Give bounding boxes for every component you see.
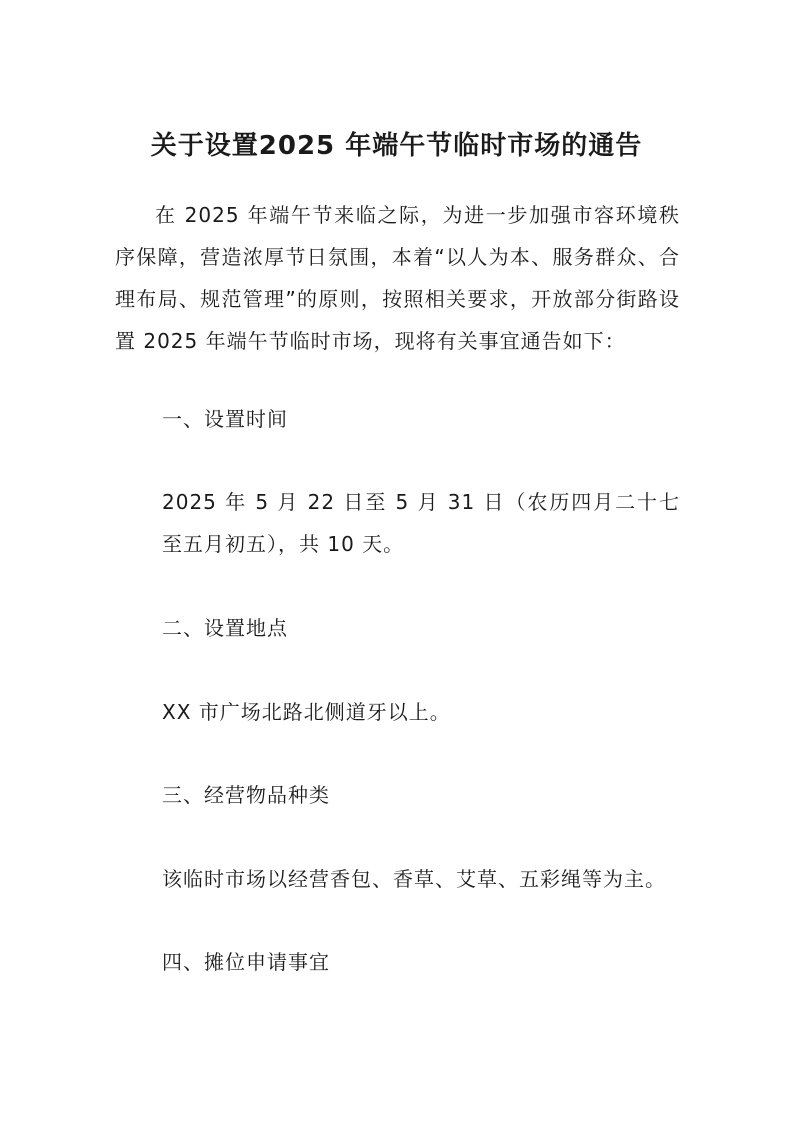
section-body-time-text: 2025 年 5 月 22 日至 5 月 31 日（农历四月二十七至五月初五），共 10 天。 <box>162 490 680 556</box>
section-heading-goods: 三、经营物品种类 <box>162 783 330 807</box>
intro-paragraph: 在 2025 年端午节来临之际，为进一步加强市容环境秩序保障，营造浓厚节日氛围，本着“以人为本、服务群众、合理布局、规范管理”的原则，按照相关要求，开放部分街路设置 2025 年端午节临时市场，现将有关事宜通告如下： <box>115 203 680 353</box>
section-body-goods: 该临时市场以经营香包、香草、艾草、五彩绳等为主。 <box>162 867 666 891</box>
section-heading-location: 二、设置地点 <box>162 616 288 640</box>
document-title: 关于设置2025 年端午节临时市场的通告 <box>150 131 643 161</box>
section-heading-time: 一、设置时间 <box>162 407 288 431</box>
section-heading-booth: 四、摊位申请事宜 <box>162 950 330 974</box>
section-body-time <box>162 481 680 565</box>
section-body-location: XX 市广场北路北侧道牙以上。 <box>162 700 451 724</box>
